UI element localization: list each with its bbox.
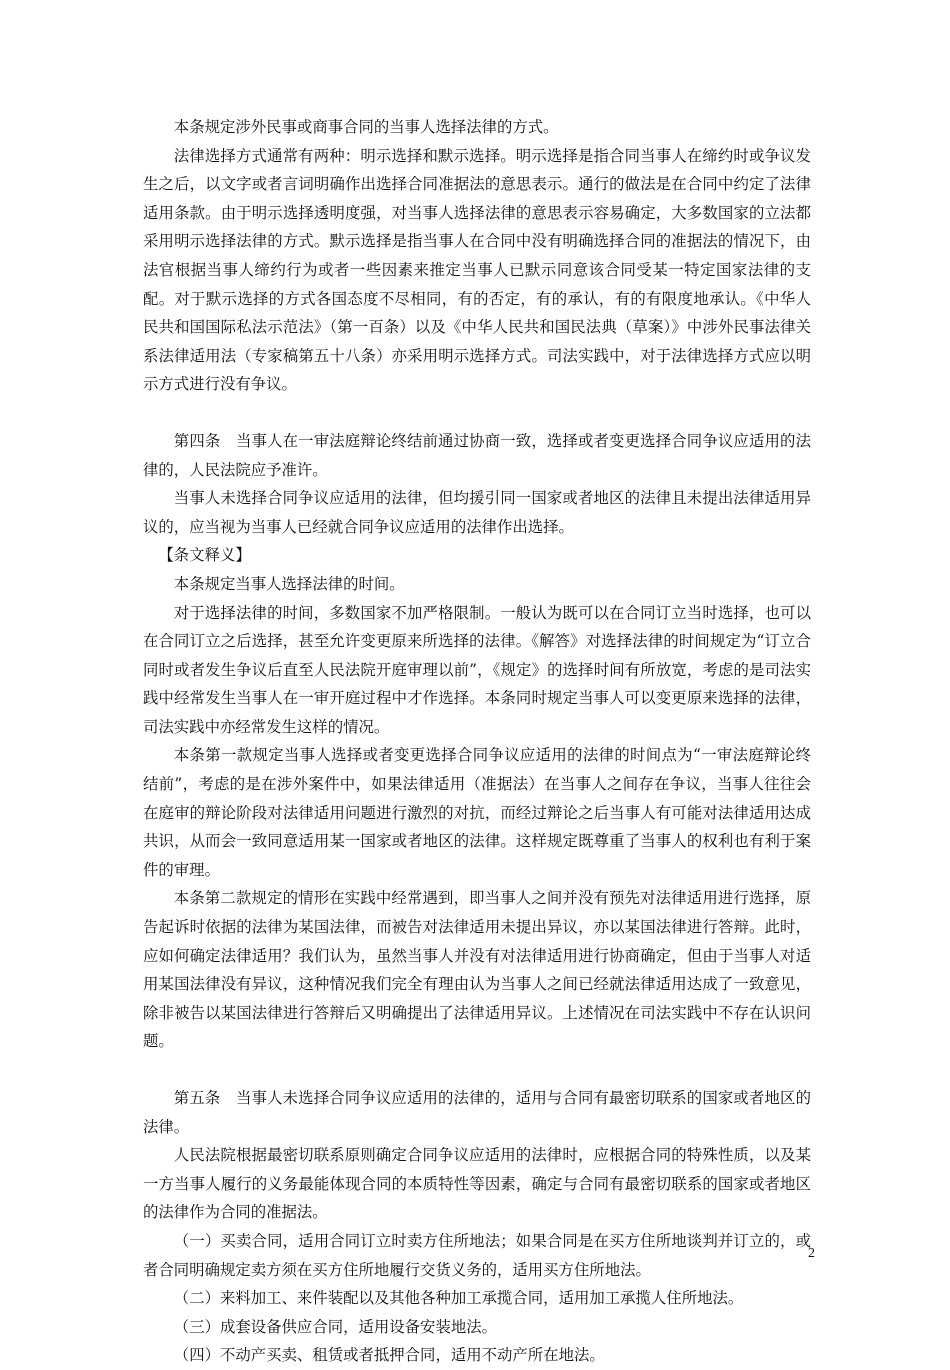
paragraph: 法律选择方式通常有两种：明示选择和默示选择。明示选择是指合同当事人在缔约时或争议发生之后，以文字或者言词明确作出选择合同准据法的意思表示。通行的做法是在合同中约定了法律适用条款。由于明示选择透明度强，对当事人选择法律的意思表示容易确定，大多数国家的立法都采用明示选择法律的方式。默示选择是指当事人在合同中没有明确选择合同的准据法的情况下，由法官根据当事人缔约行为或者一些因素来推定当事人已默示同意该合同受某一特定国家法律的支配。对于默示选择的方式各国态度不尽相同，有的否定，有的承认，有的有限度地承认。《中华人民共和国国际私法示范法》（第一百条）以及《中华人民共和国民法典（草案）》中涉外民事法律关系法律适用法（专家稿第五十八条）亦采用明示选择方式。司法实践中，对于法律选择方式应以明示方式进行没有争议。	[143, 146, 811, 394]
interpretation-heading: 【条文释义】	[158, 546, 251, 565]
section-gap	[143, 399, 811, 427]
list-item: （一）买卖合同，适用合同订立时卖方住所地法；如果合同是在买方住所地谈判并订立的，或者合同明确规定卖方须在买方住所地履行交货义务的，适用买方住所地法。	[143, 1231, 811, 1279]
paragraph: 本条第一款规定当事人选择或者变更选择合同争议应适用的法律的时间点为“一审法庭辩论终结前”，考虑的是在涉外案件中，如果法律适用（准据法）在当事人之间存在争议，当事人往往会在庭审的辩论阶段对法律适用问题进行激烈的对抗，而经过辩论之后当事人有可能对法律适用达成共识，从而会一致同意适用某一国家或者地区的法律。这样规定既尊重了当事人的权利也有利于案件的审理。	[143, 746, 811, 879]
page-number: 2	[808, 1246, 815, 1261]
paragraph: 本条规定当事人选择法律的时间。	[173, 574, 405, 593]
list-item: （三）成套设备供应合同，适用设备安装地法。	[173, 1317, 498, 1336]
paragraph: 人民法院根据最密切联系原则确定合同争议应适用的法律时，应根据合同的特殊性质，以及某一方当事人履行的义务最能体现合同的本质特性等因素，确定与合同有最密切联系的国家或者地区的法律作为合同的准据法。	[143, 1146, 811, 1222]
article-5-heading: 第五条 当事人未选择合同争议应适用的法律的，适用与合同有最密切联系的国家或者地区的法律。	[143, 1089, 811, 1136]
list-item: （四）不动产买卖、租赁或者抵押合同，适用不动产所在地法。	[173, 1346, 605, 1365]
article-4-heading: 第四条 当事人在一审法庭辩论终结前通过协商一致，选择或者变更选择合同争议应适用的法律的，人民法院应予准许。	[143, 431, 811, 479]
document-body	[143, 113, 811, 1370]
paragraph: 本条第二款规定的情形在实践中经常遇到，即当事人之间并没有预先对法律适用进行选择，原告起诉时依据的法律为某国法律，而被告对法律适用未提出异议，亦以某国法律进行答辩。此时，应如何确定法律适用？我们认为，虽然当事人并没有对法律适用进行协商确定，但由于当事人对适用某国法律没有异议，这种情况我们完全有理由认为当事人之间已经就法律适用达成了一致意见，除非被告以某国法律进行答辩后又明确提出了法律适用异议。上述情况在司法实践中不存在认识问题。	[143, 889, 811, 1051]
list-item: （二）来料加工、来件装配以及其他各种加工承揽合同，适用加工承揽人住所地法。	[173, 1289, 744, 1308]
paragraph: 当事人未选择合同争议应适用的法律，但均援引同一国家或者地区的法律且未提出法律适用异议的，应当视为当事人已经就合同争议应适用的法律作出选择。	[143, 489, 811, 536]
section-gap	[143, 1056, 811, 1084]
paragraph: 本条规定涉外民事或商事合同的当事人选择法律的方式。	[173, 118, 559, 136]
paragraph: 对于选择法律的时间，多数国家不加严格限制。一般认为既可以在合同订立当时选择，也可以在合同订立之后选择，甚至允许变更原来所选择的法律。《解答》对选择法律的时间规定为“订立合同时或者发生争议后直至人民法院开庭审理以前”，《规定》的选择时间有所放宽，考虑的是司法实践中经常发生当事人在一审开庭过程中才作选择。本条同时规定当事人可以变更原来选择的法律，司法实践中亦经常发生这样的情况。	[143, 603, 811, 736]
